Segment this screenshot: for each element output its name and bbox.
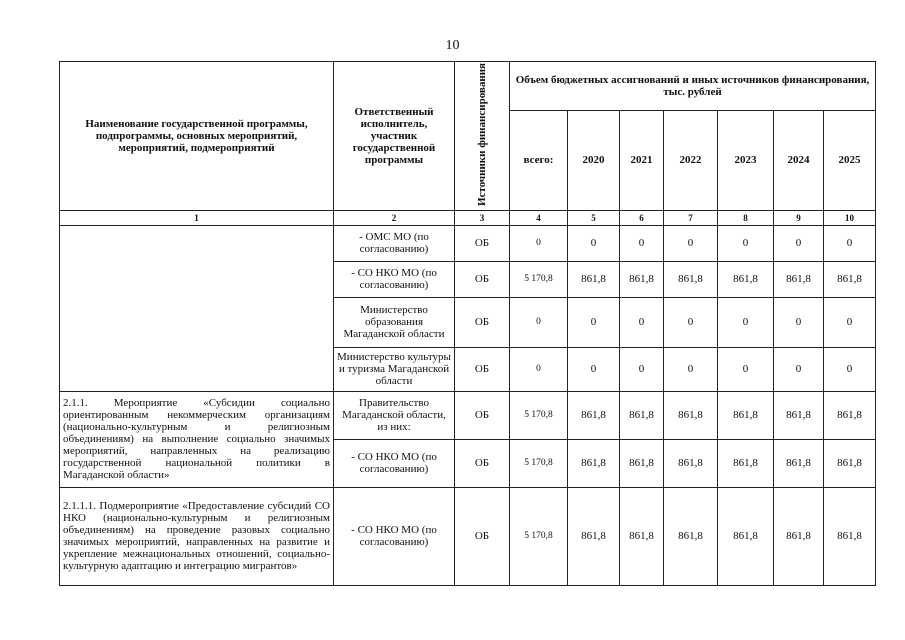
value-cell: 0 — [568, 297, 620, 347]
value-cell: 0 — [510, 225, 568, 261]
value-cell: 861,8 — [568, 439, 620, 487]
value-cell: 5 170,8 — [510, 261, 568, 297]
value-cell: 0 — [664, 297, 718, 347]
column-number: 4 — [510, 210, 568, 225]
value-cell: 861,8 — [718, 391, 774, 439]
value-cell: 861,8 — [664, 391, 718, 439]
header-name: Наименование государственной программы, подпрограммы, основных мероприятий, мероприятий, подмероприятий — [60, 62, 334, 211]
value-cell: 861,8 — [824, 487, 876, 585]
value-cell: 0 — [824, 297, 876, 347]
source-cell: ОБ — [455, 225, 510, 261]
name-cell-empty — [60, 225, 334, 391]
column-number: 3 — [455, 210, 510, 225]
value-cell: 861,8 — [620, 391, 664, 439]
value-cell: 861,8 — [620, 261, 664, 297]
executor-cell: - СО НКО МО (по согласованию) — [334, 487, 455, 585]
executor-cell: - СО НКО МО (по согласованию) — [334, 261, 455, 297]
value-cell: 0 — [620, 225, 664, 261]
value-cell: 0 — [568, 347, 620, 391]
value-cell: 0 — [718, 297, 774, 347]
value-cell: 861,8 — [664, 439, 718, 487]
header-source — [455, 62, 510, 211]
table-row — [60, 487, 876, 585]
source-cell: ОБ — [455, 439, 510, 487]
value-cell: 861,8 — [664, 261, 718, 297]
value-cell: 861,8 — [774, 391, 824, 439]
header-executor: Ответственный исполнитель, участник государственной программы — [334, 62, 455, 211]
value-cell: 0 — [774, 225, 824, 261]
source-cell: ОБ — [455, 347, 510, 391]
value-cell: 861,8 — [620, 439, 664, 487]
submeasure-name-cell: 2.1.1.1. Подмероприятие «Предоставление субсидий СО НКО (национально-культурным и религиозным объединениям) на проведение разовых социально значимых мероприятий, направленных на развитие и укрепление межнациональных отношений, социально-культурную адаптацию и интеграцию мигрантов» — [60, 487, 334, 585]
page-number: 10 — [445, 38, 460, 53]
value-cell: 861,8 — [718, 261, 774, 297]
value-cell: 0 — [620, 297, 664, 347]
source-cell: ОБ — [455, 487, 510, 585]
value-cell: 0 — [664, 347, 718, 391]
value-cell: 0 — [510, 297, 568, 347]
value-cell: 5 170,8 — [510, 487, 568, 585]
header-year: 2022 — [664, 110, 718, 210]
measure-name-cell: 2.1.1. Мероприятие «Субсидии социально ориентированным некоммерческим организациям (национально-культурным и религиозным объединениям) на выполнение социально значимых мероприятий, направленных на реализацию государственной национальной политики в Магаданской области» — [60, 391, 334, 487]
value-cell: 861,8 — [824, 439, 876, 487]
column-number: 10 — [824, 210, 876, 225]
source-cell: ОБ — [455, 391, 510, 439]
value-cell: 861,8 — [774, 487, 824, 585]
column-number: 7 — [664, 210, 718, 225]
budget-table — [59, 61, 876, 586]
value-cell: 0 — [824, 225, 876, 261]
value-cell: 861,8 — [568, 391, 620, 439]
header-year: 2021 — [620, 110, 664, 210]
source-cell: ОБ — [455, 261, 510, 297]
value-cell: 861,8 — [774, 261, 824, 297]
executor-cell: Министерство культуры и туризма Магаданской области — [334, 347, 455, 391]
column-number: 6 — [620, 210, 664, 225]
executor-cell: - ОМС МО (по согласованию) — [334, 225, 455, 261]
value-cell: 0 — [718, 347, 774, 391]
value-cell: 861,8 — [718, 487, 774, 585]
value-cell: 0 — [718, 225, 774, 261]
executor-cell: - СО НКО МО (по согласованию) — [334, 439, 455, 487]
header-year: 2024 — [774, 110, 824, 210]
header-source-label: Источники финансирования — [476, 63, 488, 206]
value-cell: 5 170,8 — [510, 391, 568, 439]
value-cell: 0 — [510, 347, 568, 391]
value-cell: 861,8 — [718, 439, 774, 487]
value-cell: 0 — [774, 347, 824, 391]
header-budget: Объем бюджетных ассигнований и иных источников финансирования, тыс. рублей — [510, 62, 876, 111]
column-number: 9 — [774, 210, 824, 225]
value-cell: 861,8 — [824, 261, 876, 297]
executor-cell: Министерство образования Магаданской области — [334, 297, 455, 347]
source-cell: ОБ — [455, 297, 510, 347]
table-row — [60, 391, 876, 439]
value-cell: 861,8 — [664, 487, 718, 585]
table-row — [60, 225, 876, 261]
header-year: 2020 — [568, 110, 620, 210]
value-cell: 861,8 — [620, 487, 664, 585]
column-number-row — [60, 210, 876, 225]
value-cell: 0 — [620, 347, 664, 391]
column-number: 5 — [568, 210, 620, 225]
value-cell: 0 — [568, 225, 620, 261]
value-cell: 861,8 — [774, 439, 824, 487]
column-number: 8 — [718, 210, 774, 225]
value-cell: 861,8 — [568, 487, 620, 585]
header-total: всего: — [510, 110, 568, 210]
executor-cell: Правительство Магаданской области, из них: — [334, 391, 455, 439]
column-number: 1 — [60, 210, 334, 225]
value-cell: 0 — [774, 297, 824, 347]
value-cell: 5 170,8 — [510, 439, 568, 487]
value-cell: 861,8 — [824, 391, 876, 439]
header-year: 2023 — [718, 110, 774, 210]
value-cell: 861,8 — [568, 261, 620, 297]
header-year: 2025 — [824, 110, 876, 210]
column-number: 2 — [334, 210, 455, 225]
value-cell: 0 — [664, 225, 718, 261]
value-cell: 0 — [824, 347, 876, 391]
